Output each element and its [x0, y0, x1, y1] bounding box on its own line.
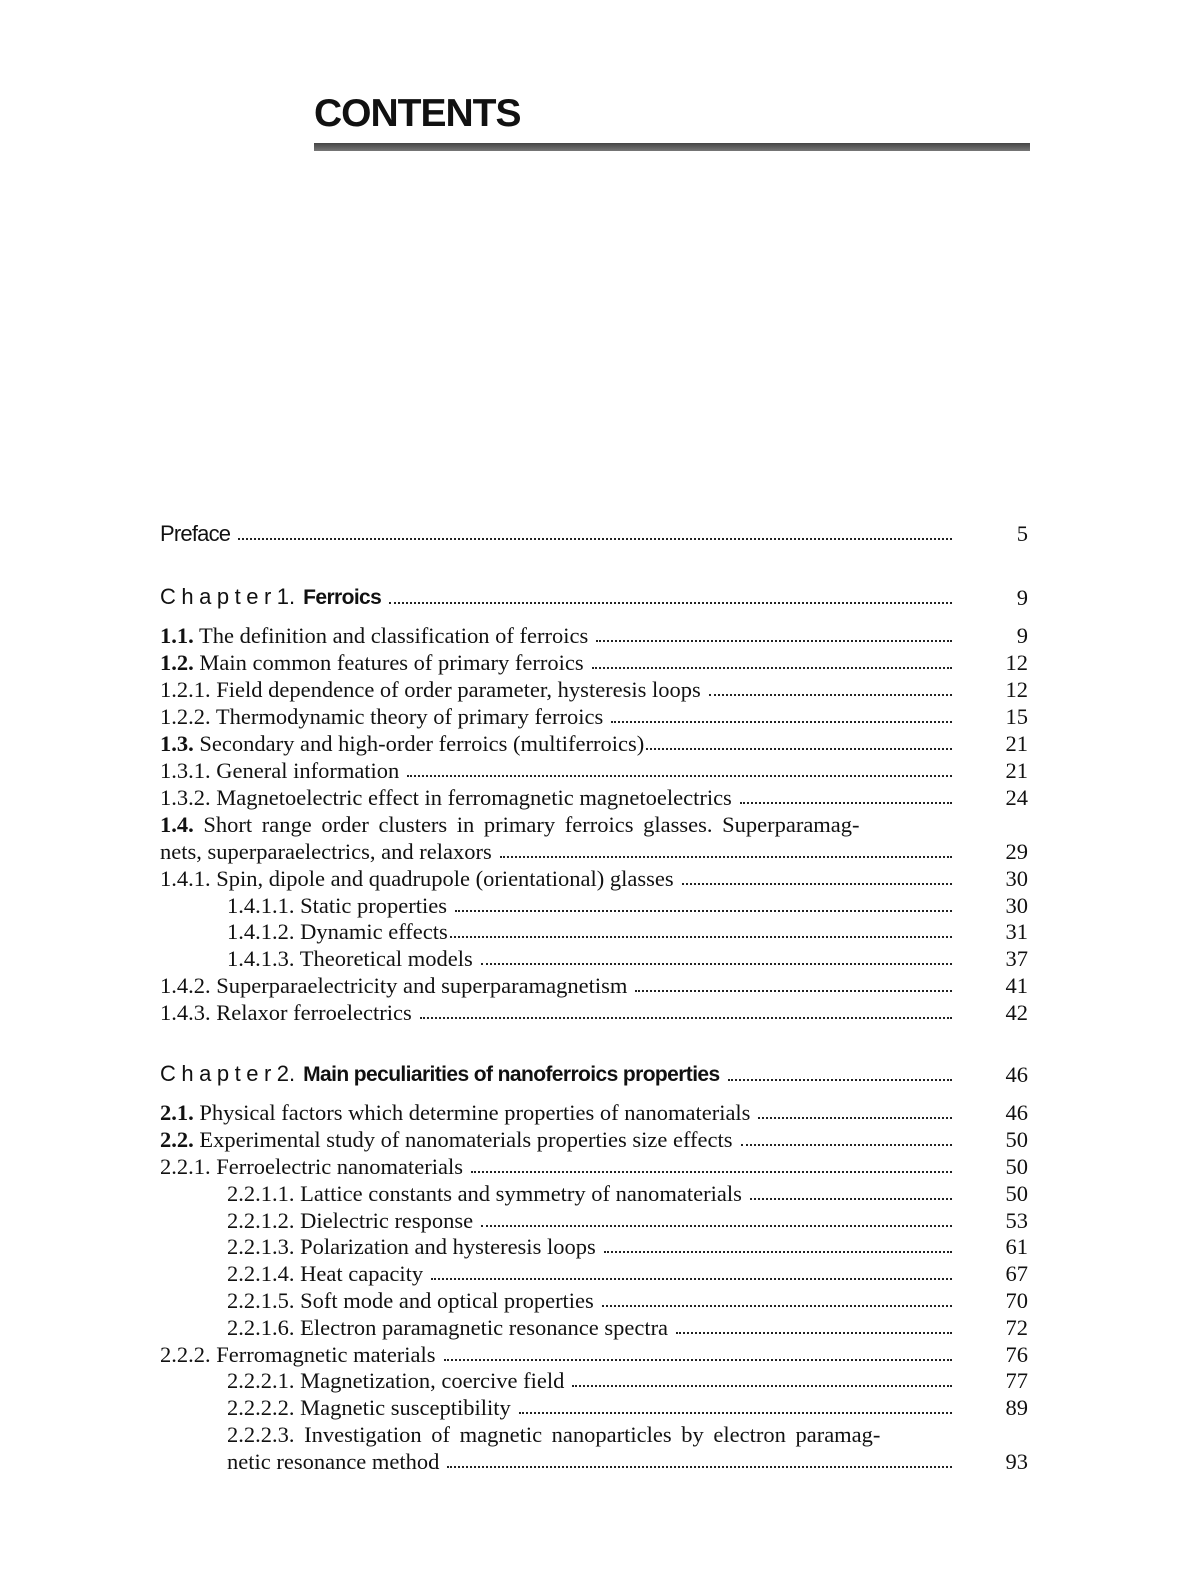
- dot-leader: [740, 802, 952, 804]
- dot-leader: [709, 694, 952, 696]
- section-number: 2.2.2.3.: [227, 1422, 295, 1447]
- section-number: 1.3.1.: [160, 758, 211, 783]
- toc-page-number: 72: [1005, 1315, 1028, 1340]
- section-title-continued: nets, superparaelectrics, and relaxors: [160, 839, 492, 864]
- toc-entry[interactable]: [160, 972, 956, 999]
- dot-leader: [238, 538, 952, 540]
- dot-leader: [431, 1278, 952, 1280]
- toc-page-number: 46: [1005, 1062, 1028, 1087]
- dot-leader: [592, 667, 952, 669]
- toc-page-number: 41: [1005, 973, 1028, 998]
- section-number: 1.3.2.: [160, 785, 211, 810]
- section-title-continued: netic resonance method: [227, 1449, 440, 1474]
- section-title: Thermodynamic theory of primary ferroics: [215, 704, 604, 729]
- section-title: Magnetization, coercive field: [300, 1368, 565, 1393]
- section-title: Ferroelectric nanomaterials: [216, 1154, 464, 1179]
- section-number: 2.2.2.2.: [227, 1395, 295, 1420]
- section-number: 2.2.1.1.: [227, 1181, 295, 1206]
- section-number: 1.4.: [160, 812, 194, 837]
- toc-page-number: 21: [1005, 731, 1028, 756]
- toc-page-number: 76: [1005, 1342, 1028, 1367]
- toc-page-number: 70: [1005, 1288, 1028, 1313]
- section-title: Secondary and high-order ferroics (multiferroics): [199, 731, 645, 756]
- dot-leader: [728, 1079, 952, 1081]
- section-number: 1.4.2.: [160, 973, 211, 998]
- section-title: Investigation of magnetic nanoparticles by electron paramag-: [304, 1422, 881, 1447]
- toc-page-number: 50: [1005, 1181, 1028, 1206]
- section-title: Main common features of primary ferroics: [199, 650, 584, 675]
- toc-entry-line-2[interactable]: [227, 1448, 956, 1475]
- toc-page-number: 89: [1005, 1395, 1028, 1420]
- dot-leader: [596, 640, 952, 642]
- toc-page-number: 46: [1005, 1100, 1028, 1125]
- section-title: Magnetic susceptibility: [300, 1395, 511, 1420]
- page-heading: CONTENTS: [314, 92, 521, 135]
- toc-page-number: 93: [1005, 1449, 1028, 1474]
- toc-page-number: 42: [1005, 1000, 1028, 1025]
- toc-page-number: 15: [1005, 704, 1028, 729]
- toc-entry[interactable]: [227, 892, 956, 919]
- toc-entry[interactable]: [227, 945, 956, 972]
- toc-page-number: 61: [1005, 1234, 1028, 1259]
- toc-entry[interactable]: [227, 1367, 956, 1394]
- section-number: 1.1.: [160, 623, 194, 648]
- section-title: Superparaelectricity and superparamagnetism: [216, 973, 628, 998]
- toc-page-number: 21: [1005, 758, 1028, 783]
- section-number: 2.2.1.6.: [227, 1315, 295, 1340]
- toc-entry[interactable]: [227, 1287, 956, 1314]
- chapter-number: 2.: [276, 1061, 296, 1086]
- toc-page-number: 77: [1005, 1368, 1028, 1393]
- toc-page-number: 67: [1005, 1261, 1028, 1286]
- dot-leader: [676, 1332, 952, 1334]
- section-number: 1.4.1.1.: [227, 893, 295, 918]
- toc-entry[interactable]: [160, 649, 956, 676]
- section-number: 2.2.2.1.: [227, 1368, 295, 1393]
- dot-leader: [450, 936, 952, 938]
- toc-entry[interactable]: [160, 622, 956, 649]
- section-title: Theoretical models: [299, 946, 473, 971]
- toc-page-number: 31: [1005, 919, 1028, 944]
- toc-entry-preface[interactable]: [160, 520, 956, 547]
- section-number: 2.2.: [160, 1127, 194, 1152]
- dot-leader: [447, 1466, 952, 1468]
- section-number: 1.4.1.3.: [227, 946, 295, 971]
- chapter-number: 1.: [276, 584, 296, 609]
- dot-leader: [519, 1412, 952, 1414]
- section-title: Short range order clusters in primary ferroics glasses. Superparamag-: [203, 812, 860, 837]
- toc-entry[interactable]: [160, 730, 956, 757]
- toc-entry[interactable]: [227, 1260, 956, 1287]
- toc-page-number: 53: [1005, 1208, 1028, 1233]
- toc-page-number: 50: [1005, 1154, 1028, 1179]
- dot-leader: [481, 1225, 952, 1227]
- toc-entry[interactable]: [160, 1126, 956, 1153]
- section-title: Experimental study of nanomaterials properties size effects: [199, 1127, 733, 1152]
- toc-page-number: 9: [1016, 623, 1028, 648]
- toc-entry[interactable]: [227, 918, 956, 945]
- dot-leader: [572, 1385, 952, 1387]
- dot-leader: [741, 1144, 952, 1146]
- toc-entry[interactable]: [160, 703, 956, 730]
- toc-entry[interactable]: [160, 784, 956, 811]
- toc-page-number: 12: [1005, 677, 1028, 702]
- section-title: Static properties: [300, 893, 447, 918]
- toc-entry[interactable]: [160, 1153, 956, 1180]
- dot-leader: [602, 1305, 952, 1307]
- section-title: Soft mode and optical properties: [300, 1288, 594, 1313]
- dot-leader: [420, 1017, 952, 1019]
- dot-leader: [611, 721, 952, 723]
- dot-leader: [758, 1117, 952, 1119]
- chapter-label: Chapter: [160, 1061, 277, 1086]
- toc-entry[interactable]: [160, 1099, 956, 1126]
- toc-page-number: 9: [1016, 585, 1028, 610]
- toc-entry[interactable]: [160, 999, 956, 1026]
- section-number: 1.2.1.: [160, 677, 211, 702]
- dot-leader: [604, 1251, 952, 1253]
- section-number: 2.2.1.: [160, 1154, 211, 1179]
- toc-entry[interactable]: [227, 1180, 956, 1207]
- section-number: 2.1.: [160, 1100, 194, 1125]
- toc-entry-line-1[interactable]: [160, 811, 956, 838]
- chapter-label: Chapter: [160, 584, 277, 609]
- section-title: Spin, dipole and quadrupole (orientational) glasses: [216, 866, 674, 891]
- dot-leader: [455, 910, 952, 912]
- toc-entry[interactable]: [160, 757, 956, 784]
- section-title: Electron paramagnetic resonance spectra: [300, 1315, 669, 1340]
- dot-leader: [444, 1359, 952, 1361]
- section-title: Dielectric response: [300, 1208, 474, 1233]
- toc-page-number: 29: [1005, 839, 1028, 864]
- toc-page-number: 50: [1005, 1127, 1028, 1152]
- section-title: Polarization and hysteresis loops: [300, 1234, 596, 1259]
- section-number: 1.2.: [160, 650, 194, 675]
- section-number: 1.4.1.: [160, 866, 211, 891]
- section-title: Relaxor ferroelectrics: [216, 1000, 412, 1025]
- section-number: 2.2.2.: [160, 1342, 211, 1367]
- section-title: Dynamic effects: [300, 919, 448, 944]
- section-number: 1.3.: [160, 731, 194, 756]
- toc-page-number: 37: [1005, 946, 1028, 971]
- toc-entry[interactable]: [160, 1341, 956, 1368]
- toc-entry[interactable]: [227, 1207, 956, 1234]
- toc-entry[interactable]: [160, 676, 956, 703]
- chapter-title: Main peculiarities of nanoferroics properties: [303, 1063, 720, 1086]
- toc-entry-title: Preface: [160, 521, 231, 546]
- section-number: 1.4.1.2.: [227, 919, 295, 944]
- dot-leader: [471, 1171, 952, 1173]
- section-number: 2.2.1.4.: [227, 1261, 295, 1286]
- section-number: 2.2.1.3.: [227, 1234, 295, 1259]
- toc-chapter-1[interactable]: [160, 584, 956, 611]
- dot-leader: [407, 775, 952, 777]
- dot-leader: [682, 883, 952, 885]
- section-title: Heat capacity: [300, 1261, 424, 1286]
- section-title: The definition and classification of ferroics: [198, 623, 589, 648]
- section-title: Field dependence of order parameter, hysteresis loops: [216, 677, 701, 702]
- toc-page-number: 30: [1005, 893, 1028, 918]
- section-number: 2.2.1.5.: [227, 1288, 295, 1313]
- toc-entry-line-1[interactable]: [227, 1421, 956, 1448]
- toc-page-number: 12: [1005, 650, 1028, 675]
- dot-leader: [500, 856, 952, 858]
- section-number: 1.4.3.: [160, 1000, 211, 1025]
- dot-leader: [389, 602, 952, 604]
- section-title: Lattice constants and symmetry of nanomaterials: [300, 1181, 742, 1206]
- dot-leader: [750, 1198, 952, 1200]
- section-title: Physical factors which determine properties of nanomaterials: [199, 1100, 751, 1125]
- chapter-title: Ferroics: [303, 586, 382, 609]
- toc-chapter-2[interactable]: [160, 1061, 956, 1088]
- toc-page-number: 5: [1016, 521, 1028, 546]
- section-title: Ferromagnetic materials: [216, 1342, 436, 1367]
- heading-rule: [314, 143, 1030, 151]
- section-number: 1.2.2.: [160, 704, 211, 729]
- section-title: Magnetoelectric effect in ferromagnetic magnetoelectrics: [216, 785, 732, 810]
- dot-leader: [635, 990, 952, 992]
- toc-entry[interactable]: [160, 865, 956, 892]
- section-title: General information: [216, 758, 400, 783]
- toc-entry[interactable]: [227, 1314, 956, 1341]
- dot-leader: [646, 748, 952, 750]
- toc-page-number: 24: [1005, 785, 1028, 810]
- section-number: 2.2.1.2.: [227, 1208, 295, 1233]
- toc-entry[interactable]: [227, 1233, 956, 1260]
- dot-leader: [481, 963, 952, 965]
- toc-entry-line-2[interactable]: [160, 838, 956, 865]
- toc-page-number: 30: [1005, 866, 1028, 891]
- toc-entry[interactable]: [227, 1394, 956, 1421]
